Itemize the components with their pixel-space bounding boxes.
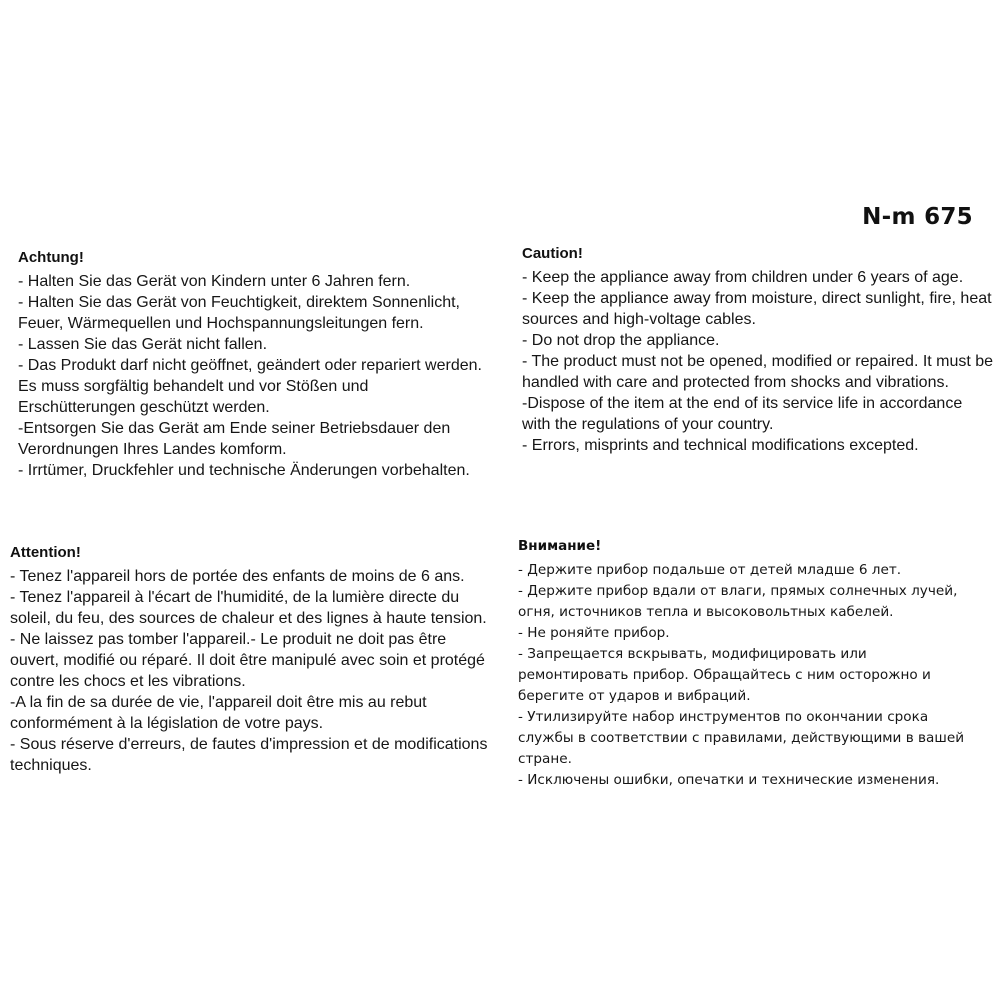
warning-section-german bbox=[18, 249, 488, 481]
warning-section-russian bbox=[518, 538, 978, 791]
list-item: - Errors, misprints and technical modifications excepted. bbox=[522, 436, 919, 454]
list-item: - Do not drop the appliance. bbox=[522, 331, 720, 349]
list-item: - Irrtümer, Druckfehler und technische Änderungen vorbehalten. bbox=[18, 461, 470, 479]
list-item: - Halten Sie das Gerät von Feuchtigkeit, direktem Sonnenlicht, Feuer, Wärmequellen und Hochspannungsleitungen fern. bbox=[18, 293, 460, 332]
list-item: - Исключены ошибки, опечатки и технические изменения. bbox=[518, 771, 940, 788]
warning-list bbox=[18, 271, 488, 481]
list-item: - Запрещается вскрывать, модифицировать или ремонтировать прибор. Обращайтесь с ним осторожно и берегите от ударов и вибраций. bbox=[518, 645, 931, 704]
section-title: Achtung! bbox=[18, 249, 84, 266]
section-title: Attention! bbox=[10, 544, 81, 561]
warning-list bbox=[522, 267, 994, 456]
warning-list bbox=[10, 566, 490, 776]
list-item: - Держите прибор вдали от влаги, прямых солнечных лучей, огня, источников тепла и высоковольтных кабелей. bbox=[518, 582, 958, 620]
list-item: - Tenez l'appareil hors de portée des enfants de moins de 6 ans. bbox=[10, 567, 465, 585]
list-item: - Keep the appliance away from children under 6 years of age. bbox=[522, 268, 964, 286]
list-item: - Утилизируйте набор инструментов по окончании срока службы в соответствии с правилами, действующими в вашей стране. bbox=[518, 708, 965, 767]
warning-section-english bbox=[522, 245, 994, 456]
list-item: - Tenez l'appareil à l'écart de l'humidité, de la lumière directe du soleil, du feu, des sources de chaleur et des lignes à haute tension. bbox=[10, 588, 487, 627]
warning-list bbox=[518, 560, 978, 791]
list-item: - Keep the appliance away from moisture, direct sunlight, fire, heat sources and high-voltage cables. bbox=[522, 289, 992, 328]
list-item: - Не роняйте прибор. bbox=[518, 624, 670, 641]
list-item: - Das Produkt darf nicht geöffnet, geändert oder repariert werden. Es muss sorgfältig behandelt und vor Stößen und Erschütterungen geschützt werden. bbox=[18, 356, 482, 416]
list-item: - Ne laissez pas tomber l'appareil.- Le produit ne doit pas être ouvert, modifié ou réparé. Il doit être manipulé avec soin et protégé contre les chocs et les vibrations. bbox=[10, 630, 485, 690]
section-title: Caution! bbox=[522, 245, 583, 262]
list-item: - Sous réserve d'erreurs, de fautes d'impression et de modifications techniques. bbox=[10, 735, 488, 774]
section-title: Внимание! bbox=[518, 538, 602, 554]
model-number: N-m 675 bbox=[862, 204, 973, 230]
list-item: - The product must not be opened, modified or repaired. It must be handled with care and protected from shocks and vibrations. bbox=[522, 352, 994, 391]
list-item: -Dispose of the item at the end of its service life in accordance with the regulations of your country. bbox=[522, 394, 963, 433]
list-item: - Lassen Sie das Gerät nicht fallen. bbox=[18, 335, 268, 353]
list-item: - Держите прибор подальше от детей младше 6 лет. bbox=[518, 561, 902, 578]
warning-section-french bbox=[10, 544, 490, 776]
list-item: -Entsorgen Sie das Gerät am Ende seiner Betriebsdauer den Verordnungen Ihres Landes komform. bbox=[18, 419, 451, 458]
list-item: - Halten Sie das Gerät von Kindern unter 6 Jahren fern. bbox=[18, 272, 411, 290]
list-item: -A la fin de sa durée de vie, l'appareil doit être mis au rebut conformément à la législation de votre pays. bbox=[10, 693, 427, 732]
